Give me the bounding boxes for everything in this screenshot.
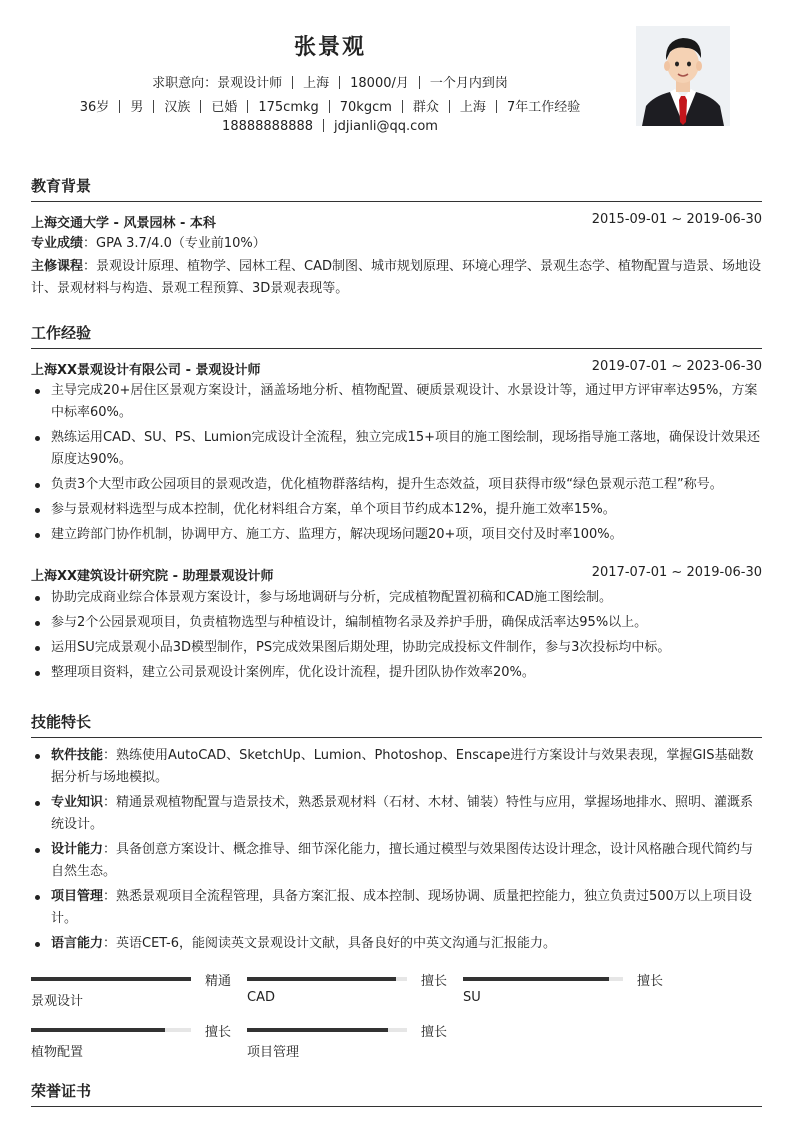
list-item: 建立跨部门协作机制，协调甲方、施工方、监理方，解决现场问题20+项，项目交付及时率100%。 xyxy=(31,524,762,546)
skill-bar-track xyxy=(247,1028,407,1032)
list-item: 主导完成20+居住区景观方案设计，涵盖场地分析、植物配置、硬质景观设计、水景设计等，通过甲方评审率达95%，方案中标率60%。 xyxy=(31,380,762,424)
phone: 18888888888 xyxy=(222,119,314,134)
section-title-education: 教育背景 xyxy=(31,175,762,202)
section-title-honors: 荣誉证书 xyxy=(31,1080,762,1107)
job-date: 2017-07-01 ~ 2019-06-30 xyxy=(591,565,762,580)
skill-bar-fill xyxy=(31,1028,165,1032)
candidate-name: 张景观 xyxy=(293,35,366,60)
gpa-text: ：GPA 3.7/4.0（专业前10%） xyxy=(83,236,266,251)
courses-text: ：景观设计原理、植物学、园林工程、CAD制图、城市规划原理、环境心理学、景观生态学、植物配置与造景、场地设计、景观材料与构造、景观工程预算、3D景观表现等。 xyxy=(31,259,761,296)
education-gpa xyxy=(31,233,762,255)
job-intent: 求职意向：景观设计师 xyxy=(152,76,283,91)
courses-label: 主修课程 xyxy=(31,259,84,274)
skill-bar xyxy=(31,1021,231,1061)
skill-bar-name: CAD xyxy=(247,990,275,1005)
skill-bar-fill xyxy=(247,977,396,981)
political-status: 群众 xyxy=(412,100,439,115)
education-school: 上海交通大学 - 风景园林 - 本科 xyxy=(31,216,216,231)
skill-label: 语言能力 xyxy=(51,936,104,951)
list-item: 整理项目资料，建立公司景观设计案例库，优化设计流程，提升团队协作效率20%。 xyxy=(31,662,762,684)
skill-text: ：具备创意方案设计、概念推导、细节深化能力，擅长通过模型与效果图传达设计理念，设计风格融合现代简约与自然生态。 xyxy=(51,842,754,879)
job-salary: 18000/月 xyxy=(350,76,409,91)
list-item: 参与景观材料选型与成本控制，优化材料组合方案，单个项目节约成本12%，提升施工效率15%。 xyxy=(31,499,762,521)
skill-bar-track xyxy=(247,977,407,981)
skill-label: 项目管理 xyxy=(51,889,104,904)
skill-bar-fill xyxy=(31,977,191,981)
skill-bar-fill xyxy=(247,1028,388,1032)
list-item xyxy=(31,745,762,789)
skill-bar-fill xyxy=(463,977,609,981)
job-duties-list xyxy=(31,587,762,687)
list-item: 熟练运用CAD、SU、PS、Lumion完成设计全流程，独立完成15+项目的施工图绘制，现场指导施工落地，确保设计效果还原度达90%。 xyxy=(31,427,762,471)
list-item: 参与2个公园景观项目，负责植物选型与种植设计，编制植物名录及养护手册，确保成活率达95%以上。 xyxy=(31,612,762,634)
skill-label: 软件技能 xyxy=(51,748,104,763)
skill-bar xyxy=(247,970,447,1010)
skill-bar-level: 擅长 xyxy=(636,974,663,989)
job-title-company: 上海XX景观设计有限公司 - 景观设计师 xyxy=(31,363,261,378)
job-duties-list xyxy=(31,380,762,549)
job-availability: 一个月内到岗 xyxy=(429,76,508,91)
skills-list xyxy=(31,745,762,958)
skill-bar xyxy=(463,970,663,1010)
section-title-skills: 技能特长 xyxy=(31,711,762,738)
job-entry-head xyxy=(31,565,762,584)
list-item xyxy=(31,886,762,930)
age: 36岁 xyxy=(79,100,110,115)
list-item: 协助完成商业综合体景观方案设计，参与场地调研与分析，完成植物配置初稿和CAD施工图绘制。 xyxy=(31,587,762,609)
profile-photo xyxy=(636,26,730,126)
skill-bar-name: 项目管理 xyxy=(247,1045,300,1060)
email: jdjianli@qq.com xyxy=(334,119,438,134)
skill-bar-level: 精通 xyxy=(204,974,231,989)
list-item: 运用SU完成景观小品3D模型制作，PS完成效果图后期处理，协助完成投标文件制作，参与3次投标均中标。 xyxy=(31,637,762,659)
marital-status: 已婚 xyxy=(211,100,238,115)
skill-bar xyxy=(247,1021,447,1061)
skill-bar-name: SU xyxy=(463,990,481,1005)
education-date: 2015-09-01 ~ 2019-06-30 xyxy=(591,212,762,227)
skill-text: ：熟练使用AutoCAD、SketchUp、Lumion、Photoshop、Enscape进行方案设计与效果表现，掌握GIS基础数据分析与场地模拟。 xyxy=(51,748,754,785)
list-item xyxy=(31,792,762,836)
skill-label: 设计能力 xyxy=(51,842,104,857)
skill-text: ：熟悉景观项目全流程管理，具备方案汇报、成本控制、现场协调、质量把控能力，独立负责过500万以上项目设计。 xyxy=(51,889,752,926)
skill-bar-level: 擅长 xyxy=(420,974,447,989)
list-item: 负责3个大型市政公园项目的景观改造，优化植物群落结构，提升生态效益，项目获得市级“绿色景观示范工程”称号。 xyxy=(31,474,762,496)
gpa-label: 专业成绩 xyxy=(31,236,84,251)
skill-label: 专业知识 xyxy=(51,795,104,810)
skill-text: ：精通景观植物配置与造景技术，熟悉景观材料（石材、木材、铺装）特性与应用，掌握场地排水、照明、灌溉系统设计。 xyxy=(51,795,754,832)
job-date: 2019-07-01 ~ 2023-06-30 xyxy=(591,359,762,374)
skill-bar-name: 植物配置 xyxy=(31,1045,84,1060)
job-city: 上海 xyxy=(303,76,330,91)
skill-bar-name: 景观设计 xyxy=(31,994,84,1009)
education-entry xyxy=(31,212,762,231)
height: 175cmkg xyxy=(258,100,319,115)
list-item xyxy=(31,933,762,955)
job-title-company: 上海XX建筑设计研究院 - 助理景观设计师 xyxy=(31,569,274,584)
info-line-personal xyxy=(0,96,660,115)
skill-bar-track xyxy=(31,1028,191,1032)
skill-bar-track xyxy=(31,977,191,981)
section-title-work: 工作经验 xyxy=(31,322,762,349)
experience-years: 7年工作经验 xyxy=(506,100,581,115)
info-line-contact xyxy=(0,119,660,134)
residence: 上海 xyxy=(459,100,486,115)
skill-bar-track xyxy=(463,977,623,981)
list-item xyxy=(31,839,762,883)
job-entry-head xyxy=(31,359,762,378)
gender: 男 xyxy=(130,100,144,115)
skill-text: ：英语CET-6，能阅读英文景观设计文献，具备良好的中英文沟通与汇报能力。 xyxy=(103,936,557,951)
skill-bar xyxy=(31,970,231,1010)
ethnicity: 汉族 xyxy=(164,100,191,115)
weight: 70kgcm xyxy=(339,100,392,115)
skill-bar-level: 擅长 xyxy=(204,1025,231,1040)
skill-bar-level: 擅长 xyxy=(420,1025,447,1040)
info-line-job xyxy=(0,72,660,91)
education-courses xyxy=(31,256,762,300)
